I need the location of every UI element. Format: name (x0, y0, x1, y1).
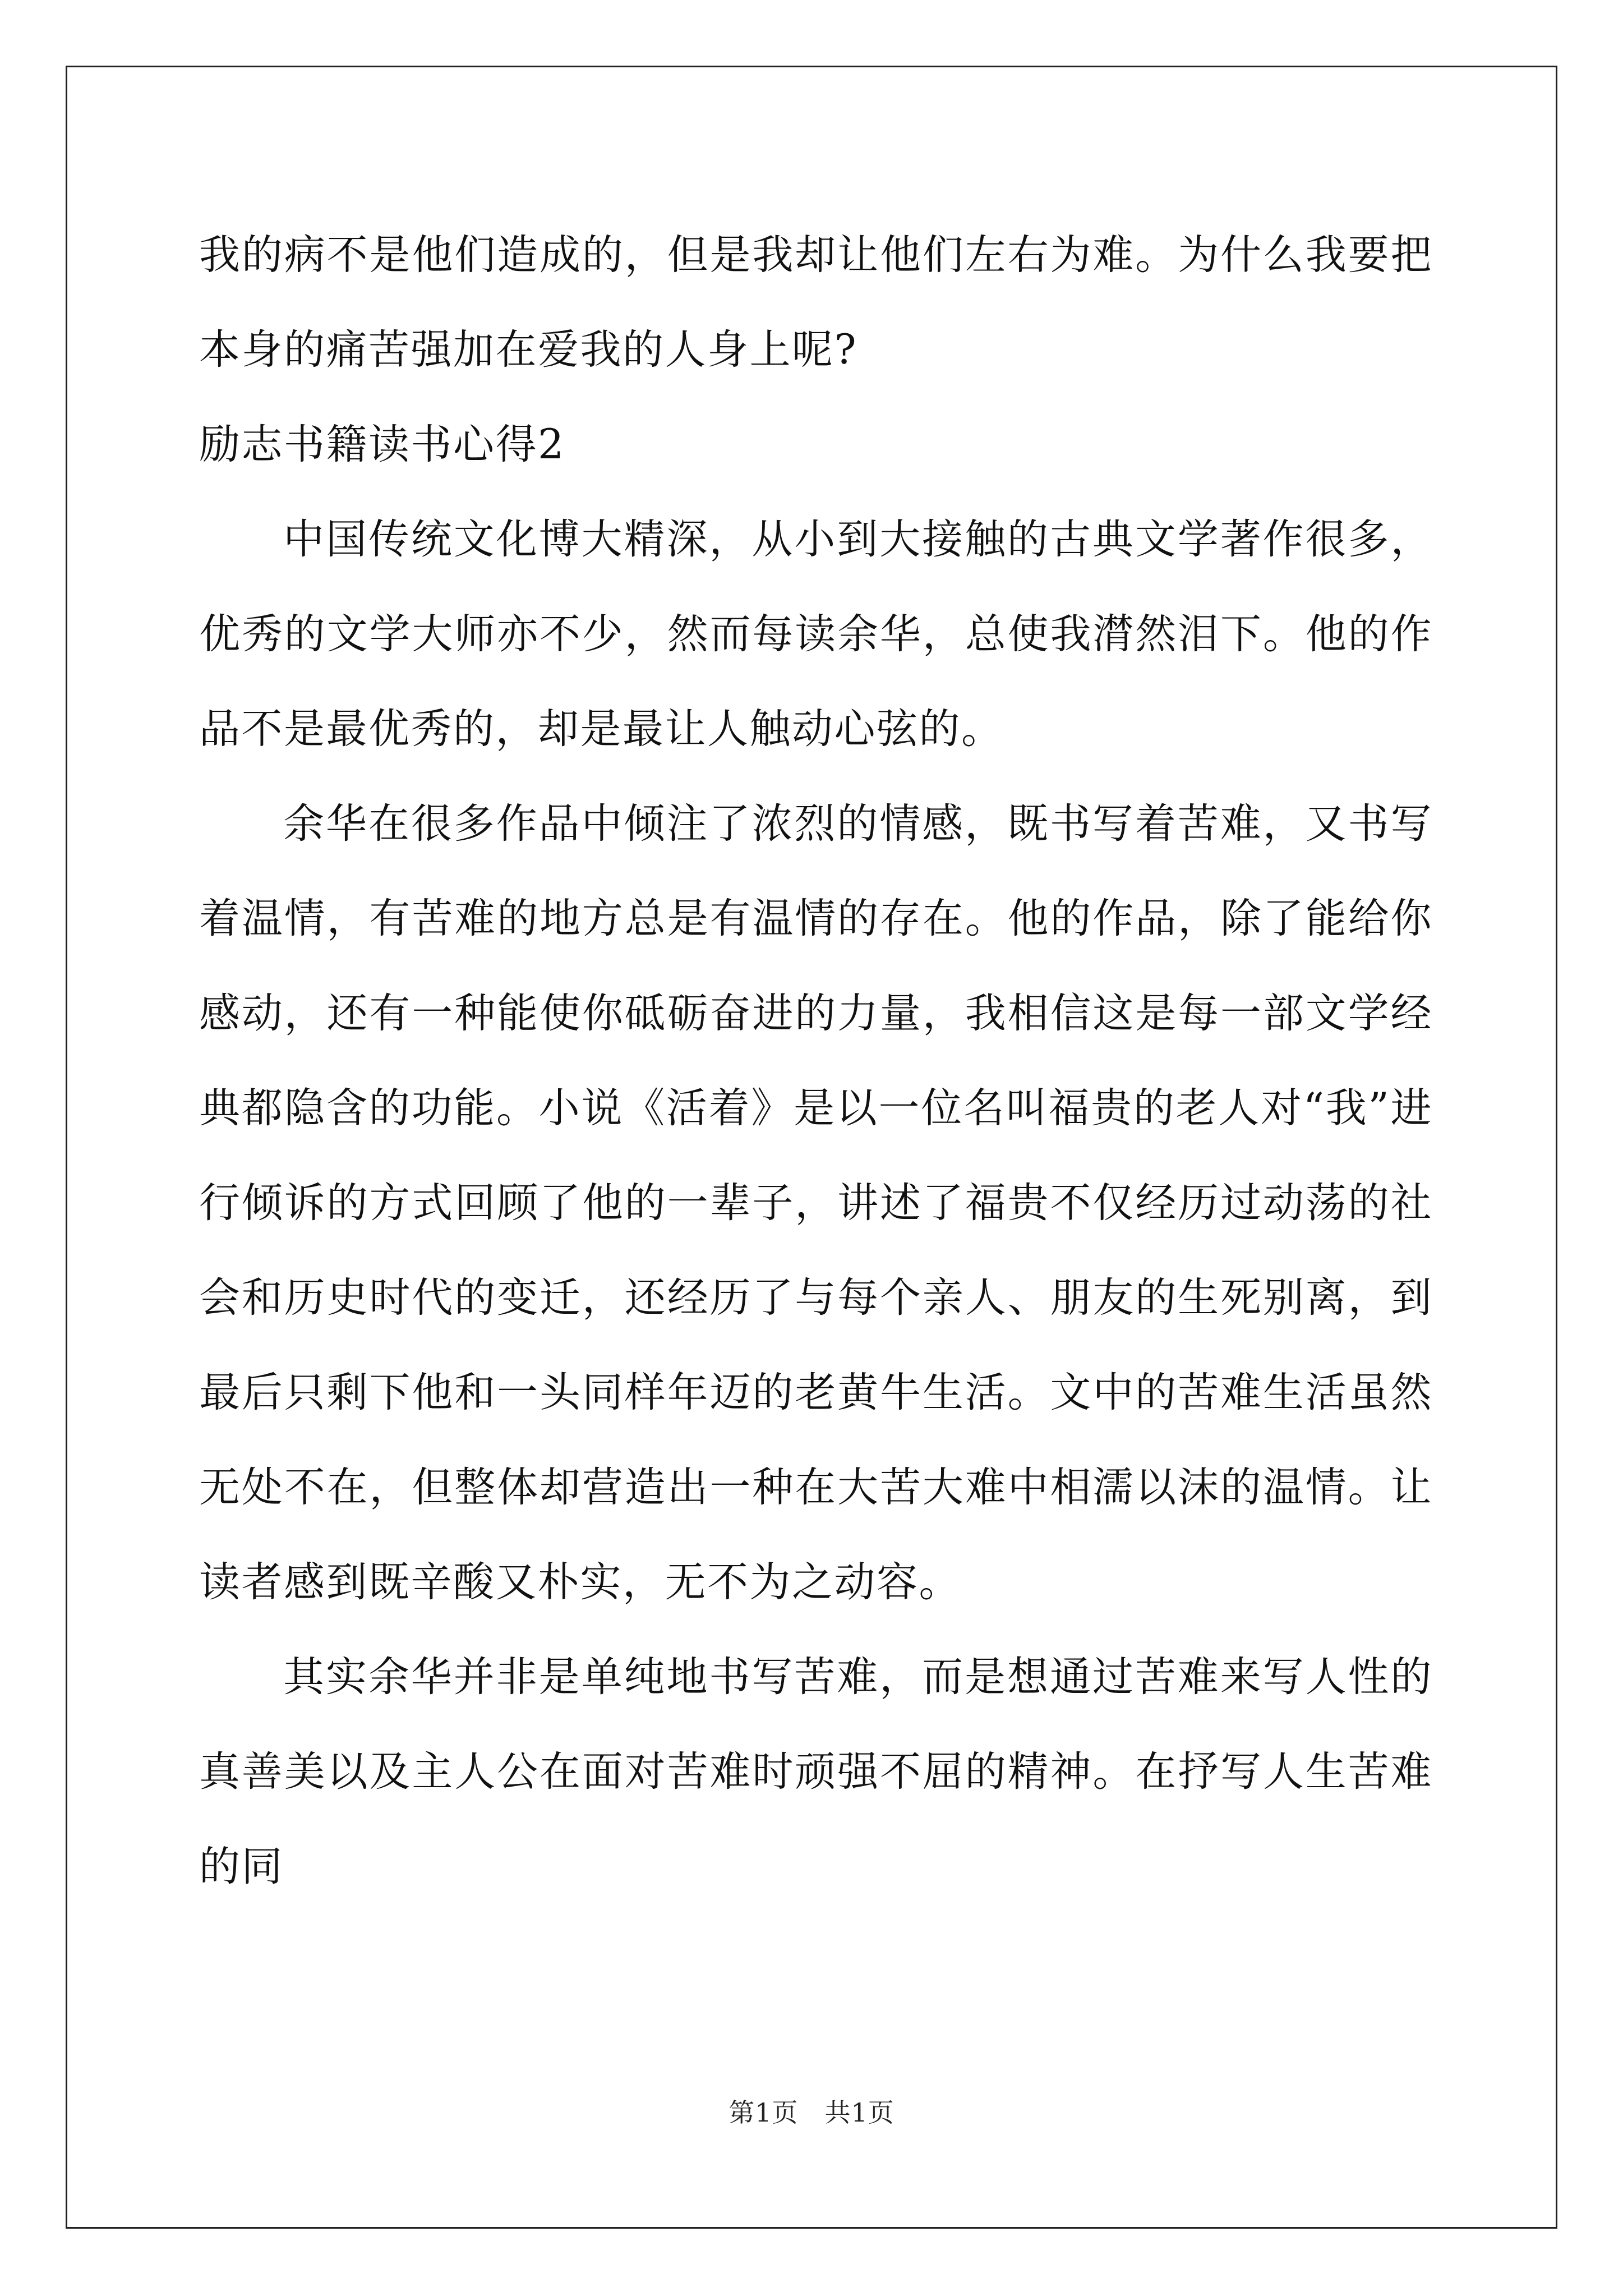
section-heading: 励志书籍读书心得2 (199, 421, 565, 468)
paragraph-4: 其实余华并非是单纯地书写苦难，而是想通过苦难来写人性的真善美以及主人公在面对苦难时顽强不屈的精神。在抒写人生苦难的同 (199, 1653, 1433, 1890)
page-footer: 第1页 共1页 (728, 2097, 895, 2128)
paragraph-3: 余华在很多作品中倾注了浓烈的情感，既书写着苦难，又书写着温情，有苦难的地方总是有温情的存在。他的作品，除了能给你感动，还有一种能使你砥砺奋进的力量，我相信这是每一部文学经典都隐含的功能。小说《活着》是以一位名叫福贵的老人对“我”进行倾诉的方式回顾了他的一辈子，讲述了福贵不仅经历过动荡的社会和历史时代的变迁，还经历了与每个亲人、朋友的生死别离，到最后只剩下他和一头同样年迈的老黄牛生活。文中的苦难生活虽然无处不在，但整体却营造出一种在大苦大难中相濡以沫的温情。让读者感到既辛酸又朴实，无不为之动容。 (199, 800, 1433, 1606)
paragraph-1: 我的病不是他们造成的，但是我却让他们左右为难。为什么我要把本身的痛苦强加在爱我的人身上呢? (199, 231, 1433, 374)
document-body (199, 208, 1433, 1914)
paragraph-2: 中国传统文化博大精深，从小到大接触的古典文学著作很多，优秀的文学大师亦不少，然而每读余华，总使我潸然泪下。他的作品不是最优秀的，却是最让人触动心弦的。 (199, 516, 1433, 753)
